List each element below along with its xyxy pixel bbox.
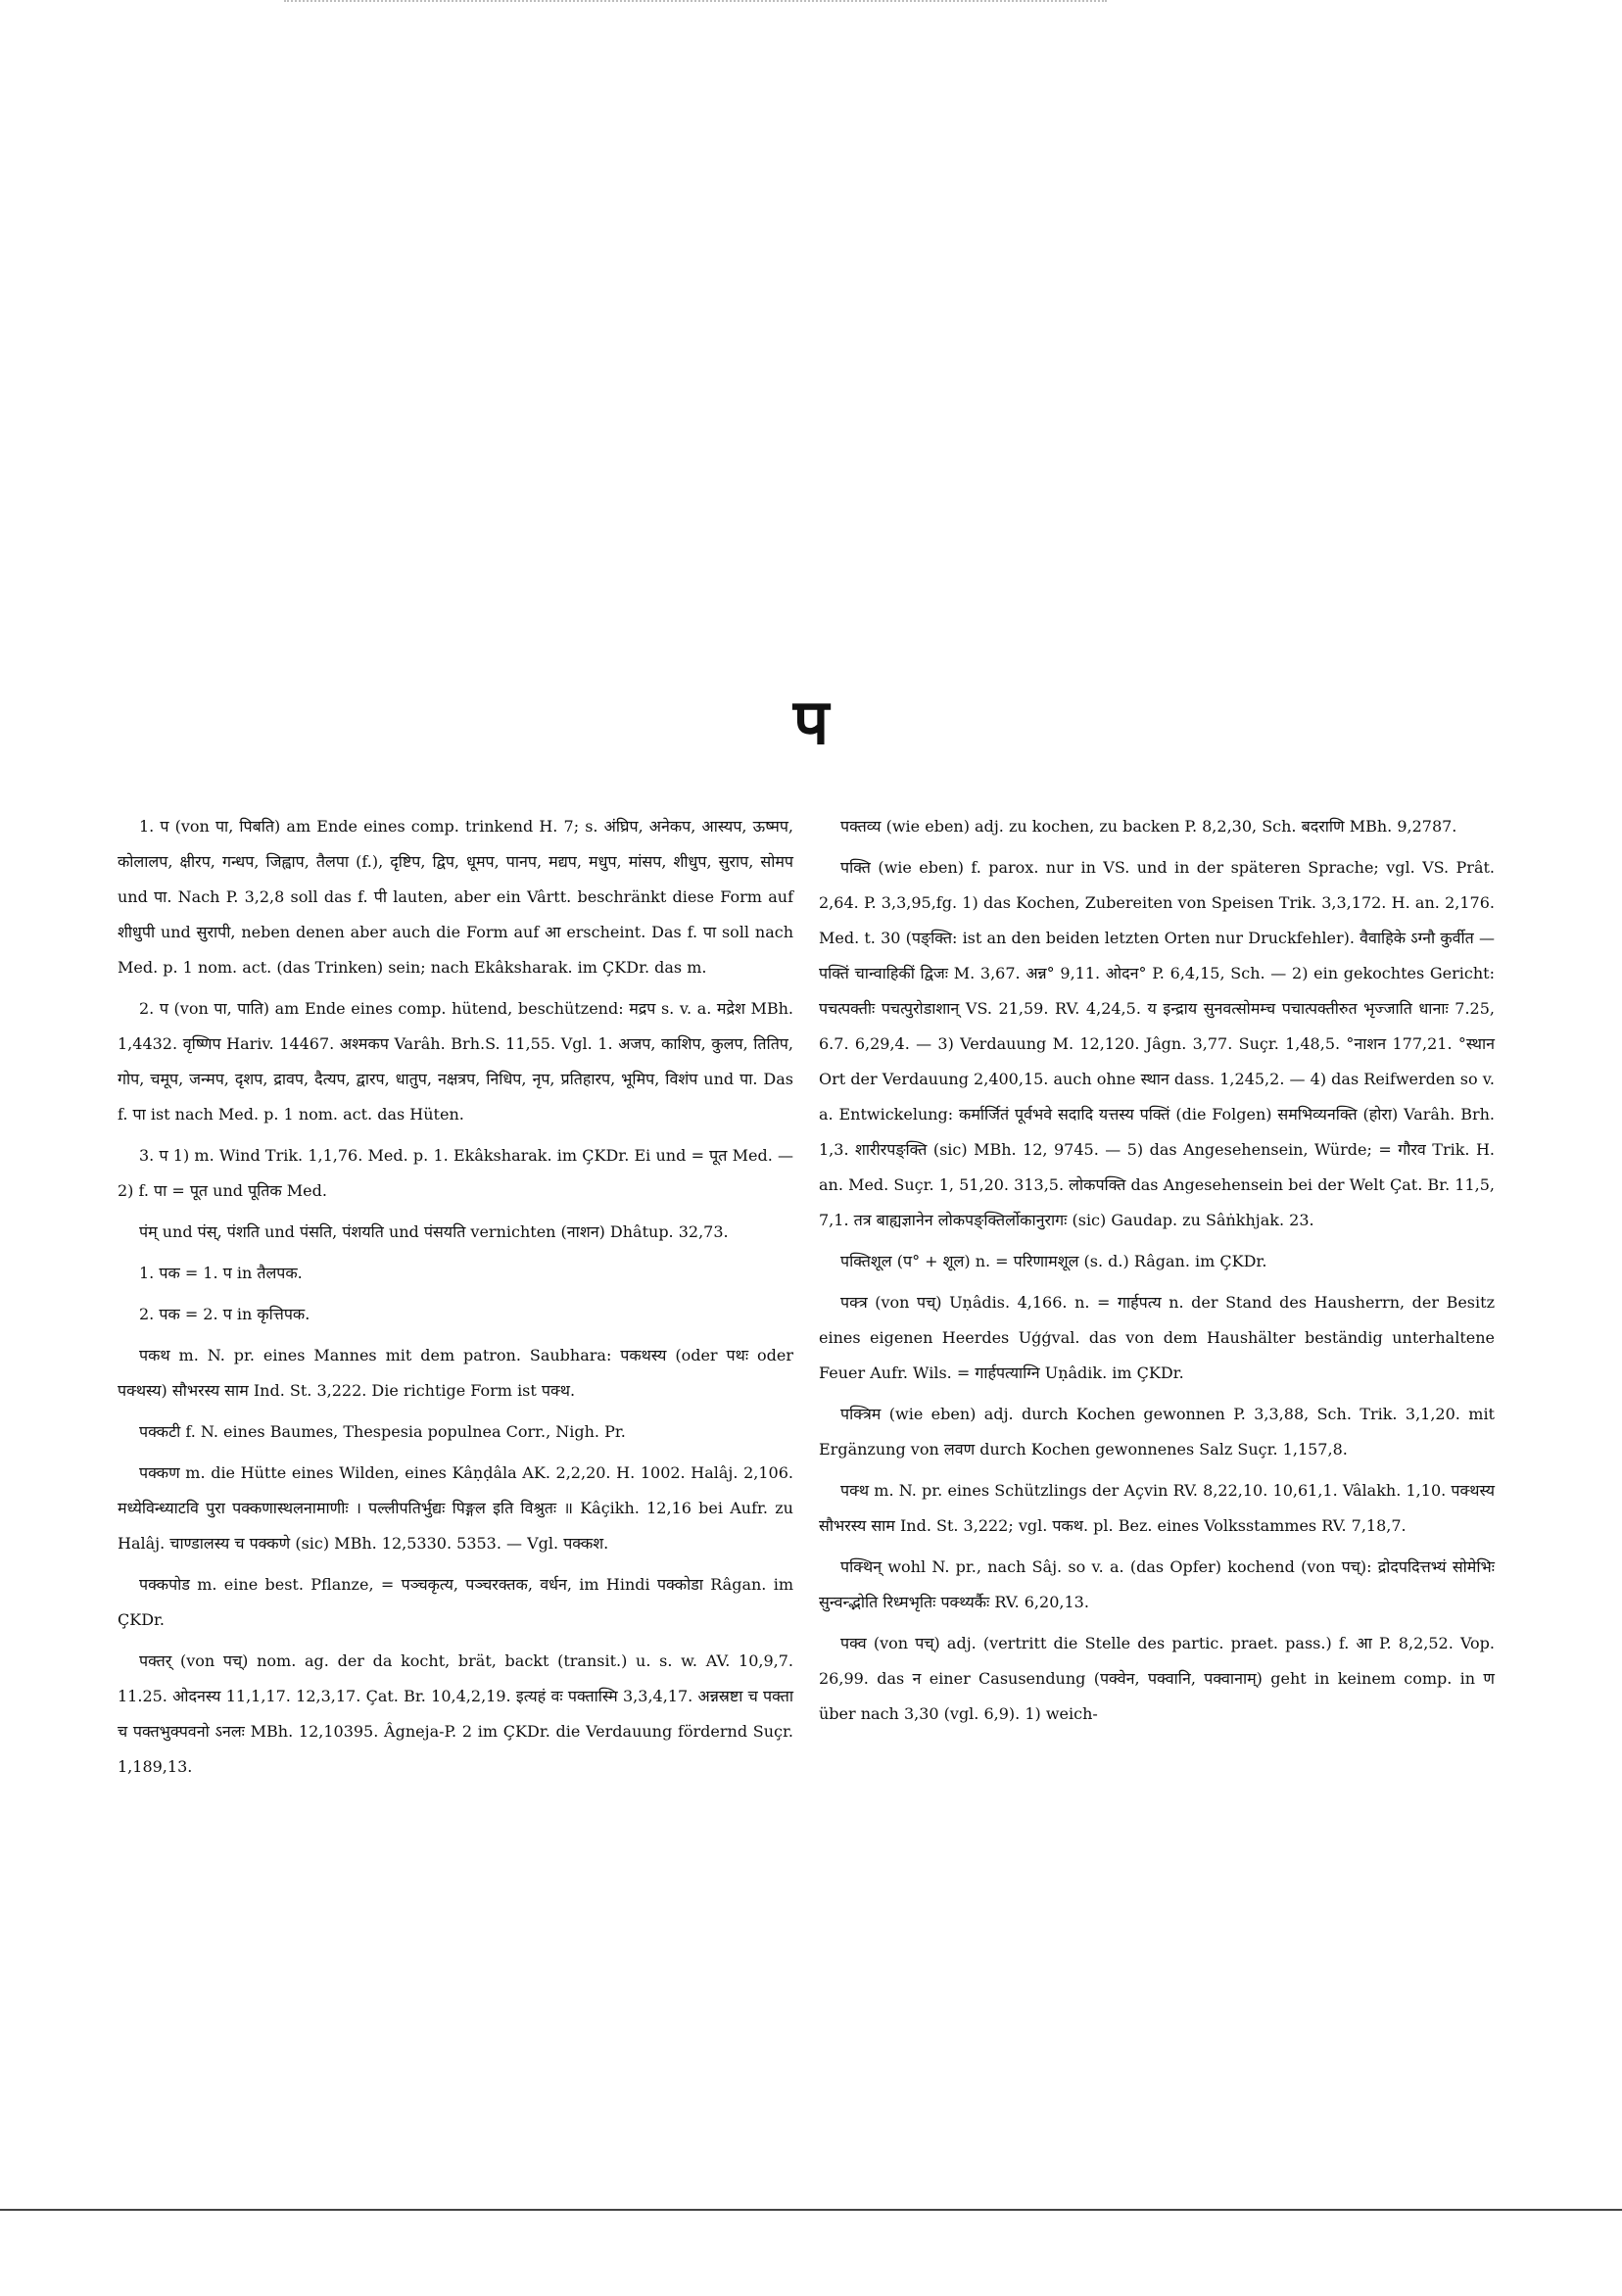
dictionary-entry: 3. प 1) m. Wind Trik. 1,1,76. Med. p. 1. Ekâksharak. im ÇKDr. Ei und = पूत Med. — 2) f. पा = पूत und पूतिक Med.	[118, 1146, 793, 1200]
dictionary-entry: पक्ति (wie eben) f. parox. nur in VS. und in der späteren Sprache; vgl. VS. Prât. 2,64. P. 3,3,95,fg. 1) das Kochen, Zubereiten von Speisen Trik. 3,3,172. H. an. 2,176. Med. t. 30 (पङ्क्ति: ist an den beiden letzten Orten nur Druckfehler). वैवाहिके ऽग्नौ कुर्वीत — पक्तिं चान्वाहिकीं द्विजः M. 3,67. अन्न° 9,11. ओदन° P. 6,4,15, Sch. — 2) ein gekochtes Gericht: पचत्पक्तीः पचत्पुरोडाशान् VS. 21,59. RV. 4,24,5. य इन्द्राय सुनवत्सोमम्च पचात्पक्तीरुत भृज्जाति धानाः 7.25, 6.7. 6,29,4. — 3) Verdauung M. 12,120. Jâgn. 3,77. Suçr. 1,48,5. °नाशन 177,21. °स्थान Ort der Verdauung 2,400,15. auch ohne स्थान dass. 1,245,2. — 4) das Reifwerden so v. a. Entwickelung: कर्मार्जितं पूर्वभवे सदादि यत्तस्य पक्तिं (die Folgen) समभिव्यनक्ति (होरा) Varâh. Brh. 1,3. शारीरपङ्क्ति (sic) MBh. 12, 9745. — 5) das Angesehensein, Würde; = गौरव Trik. H. an. Med. Suçr. 1, 51,20. 313,5. लोकपक्ति das Angesehensein bei der Welt Çat. Br. 11,5, 7,1. तत्र बाह्यज्ञानेन लोकपङ्क्तिर्लोकानुरागः (sic) Gaudap. zu Sâṅkhjak. 23.	[819, 858, 1495, 1229]
dictionary-entry: पक्व (von पच्) adj. (vertritt die Stelle des partic. praet. pass.) f. आ P. 8,2,52. Vop. 26,99. das न einer Casusendung (पक्वेन, पक्वानि, पक्वानाम्) geht in keinem comp. in ण über nach 3,30 (vgl. 6,9). 1) weich-	[819, 1634, 1495, 1723]
dictionary-entry: पक्थ m. N. pr. eines Schützlings der Açvin RV. 8,22,10. 10,61,1. Vâlakh. 1,10. पक्थस्य सौभरस्य साम Ind. St. 3,222; vgl. पकथ. pl. Bez. eines Volksstammes RV. 7,18,7.	[819, 1481, 1495, 1535]
dictionary-entry: पक्कपोड m. eine best. Pflanze, = पञ्चकृत्य, पञ्चरक्तक, वर्धन, im Hindi पक्कोडा Râgan. im ÇKDr.	[118, 1575, 793, 1629]
left-column	[118, 809, 793, 1791]
dictionary-entry: 2. पक = 2. प in कृत्तिपक.	[139, 1305, 310, 1323]
dictionary-entry: पक्त्र (von पच्) Uṇâdis. 4,166. n. = गार्हपत्य n. der Stand des Hausherrn, der Besitz eines eigenen Heerdes Uģģval. das von dem Haushälter beständig unterhaltene Feuer Aufr. Wils. = गार्हपत्याग्नि Uṇâdik. im ÇKDr.	[819, 1293, 1495, 1382]
dictionary-entry: पक्कटी f. N. eines Baumes, Thespesia populnea Corr., Nigh. Pr.	[139, 1422, 626, 1441]
dictionary-entry: पक्तिशूल (प° + शूल) n. = परिणामशूल (s. d.) Râgan. im ÇKDr.	[840, 1252, 1267, 1270]
page-letter-heading: प	[792, 687, 830, 759]
dictionary-entry: पंम् und पंस्, पंशति und पंसति, पंशयति und पंसयति vernichten (नाशन) Dhâtup. 32,73.	[139, 1222, 729, 1241]
bottom-rule	[0, 2209, 1622, 2211]
dictionary-entry: 2. प (von पा, पाति) am Ende eines comp. hütend, beschützend: मद्रप s. v. a. मद्रेश MBh. 1,4432. वृष्णिप Hariv. 14467. अश्मकप Varâh. Brh.S. 11,55. Vgl. 1. अजप, काशिप, कुलप, तितिप, गोप, चमूप, जन्मप, दृशप, द्रावप, दैत्यप, द्वारप, धातुप, नक्षत्रप, निधिप, नृप, प्रतिहारप, भूमिप, विशंप und पा. Das f. पा ist nach Med. p. 1 nom. act. das Hüten.	[118, 999, 793, 1124]
dictionary-entry: पक्कण m. die Hütte eines Wilden, eines Kâṇḍâla AK. 2,2,20. H. 1002. Halâj. 2,106. मध्येविन्ध्याटवि पुरा पक्कणास्थलनामाणीः । पल्लीपतिर्भुद्यः पिङ्गल इति विश्रुतः ॥ Kâçikh. 12,16 bei Aufr. zu Halâj. चाण्डालस्य च पक्कणे (sic) MBh. 12,5330. 5353. — Vgl. पक्कश.	[118, 1463, 793, 1553]
dictionary-entry: 1. पक = 1. प in तैलपक.	[139, 1264, 303, 1282]
dictionary-entry: पक्थिन् wohl N. pr., nach Sâj. so v. a. (das Opfer) kochend (von पच्): द्रोदपदित्तभ्यं सोमेभिः सुन्वन्द्भोति रिध्मभृतिः पक्थ्यर्कैः RV. 6,20,13.	[819, 1557, 1495, 1611]
dictionary-entry: पक्त्रिम (wie eben) adj. durch Kochen gewonnen P. 3,3,88, Sch. Trik. 3,1,20. mit Ergänzung von लवण durch Kochen gewonnenes Salz Suçr. 1,157,8.	[819, 1405, 1495, 1459]
dictionary-entry: पकथ m. N. pr. eines Mannes mit dem patron. Saubhara: पकथस्य (oder पथः oder पक्थस्य) सौभरस्य साम Ind. St. 3,222. Die richtige Form ist पक्थ.	[118, 1346, 793, 1400]
dictionary-entry: पक्तव्य (wie eben) adj. zu kochen, zu backen P. 8,2,30, Sch. बदराणि MBh. 9,2787.	[840, 817, 1457, 836]
top-edge-specks	[284, 0, 1107, 5]
dictionary-entry: 1. प (von पा, पिबति) am Ende eines comp. trinkend H. 7; s. अंघ्रिप, अनेकप, आस्यप, ऊष्मप, कोलालप, क्षीरप, गन्धप, जिह्वाप, तैलपा (f.), दृष्टिप, द्विप, धूमप, पानप, मद्यप, मधुप, मांसप, शीधुप, सुराप, सोमप und पा. Nach P. 3,2,8 soll das f. पी lauten, aber ein Vârtt. beschränkt diese Form auf शीधुपी und सुरापी, neben denen aber auch die Form auf आ erscheint. Das f. पा soll nach Med. p. 1 nom. act. (das Trinken) sein; nach Ekâksharak. im ÇKDr. das m.	[118, 817, 793, 977]
dictionary-entry: पक्तर् (von पच्) nom. ag. der da kocht, brät, backt (transit.) u. s. w. AV. 10,9,7. 11.25. ओदनस्य 11,1,17. 12,3,17. Çat. Br. 10,4,2,19. इत्यहं वः पक्तास्मि 3,3,4,17. अन्नस्रष्टा च पक्ता च पक्तभुक्पवनो ऽनलः MBh. 12,10395. Âgneja-P. 2 im ÇKDr. die Verdauung fördernd Suçr. 1,189,13.	[118, 1651, 793, 1776]
right-column	[819, 809, 1495, 1738]
